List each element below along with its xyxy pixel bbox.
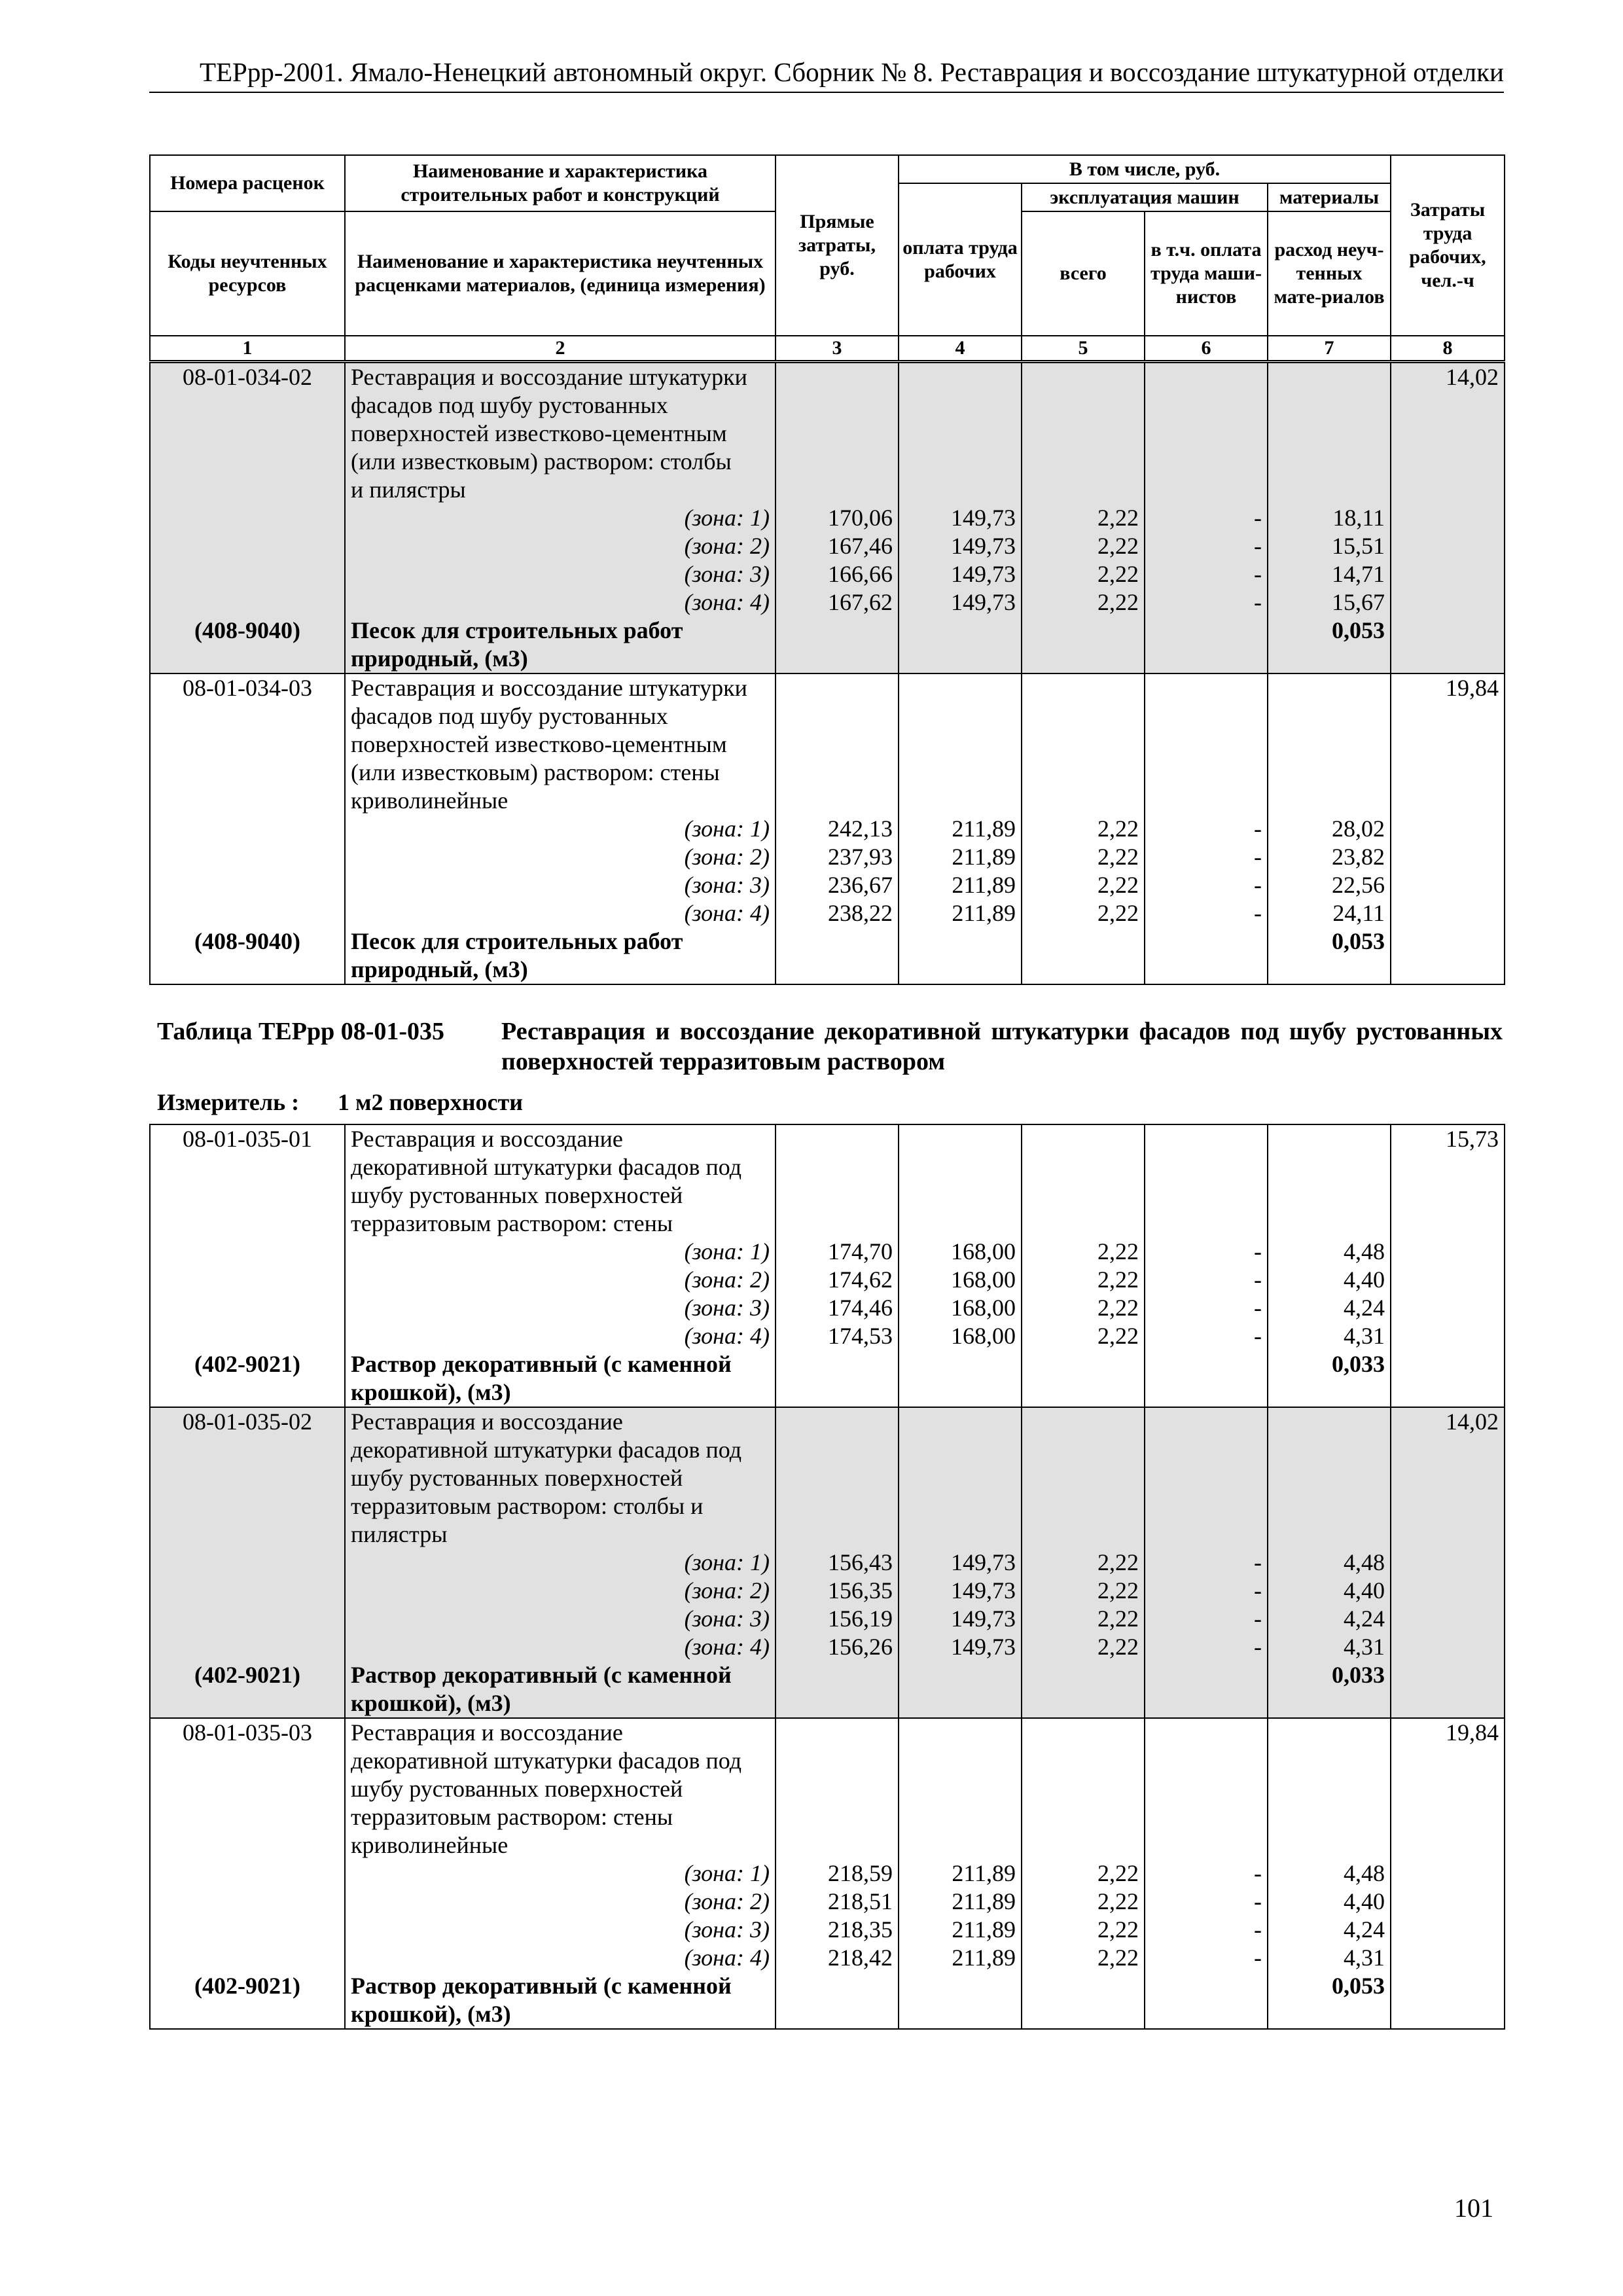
machines-cost: 2,22 <box>1022 1888 1145 1916</box>
resource-row <box>150 617 1505 645</box>
direct-cost: 218,59 <box>776 1859 899 1888</box>
wages-cost: 149,73 <box>899 1605 1022 1633</box>
column-number: 6 <box>1145 336 1268 361</box>
rates-table-034 <box>149 362 1505 985</box>
rate-description-line: и пилястры <box>345 476 776 504</box>
materials-cost: 4,48 <box>1268 1549 1391 1577</box>
zone-row <box>150 1633 1505 1661</box>
rate-row <box>150 1124 1505 1153</box>
direct-cost: 174,70 <box>776 1238 899 1266</box>
rate-description-line: криволинейные <box>345 1831 776 1859</box>
zone-row <box>150 1577 1505 1605</box>
rate-row <box>150 363 1505 391</box>
materials-cost: 28,02 <box>1268 815 1391 843</box>
resource-code: (408-9040) <box>150 927 345 956</box>
header-col1-top: Номера расценок <box>150 155 345 211</box>
zone-row <box>150 1294 1505 1322</box>
direct-cost: 236,67 <box>776 871 899 899</box>
zone-label: (зона: 2) <box>345 843 776 871</box>
machines-cost: 2,22 <box>1022 1859 1145 1888</box>
machines-cost: 2,22 <box>1022 1916 1145 1944</box>
rate-desc-row <box>150 476 1505 504</box>
rate-description-line: (или известковым) раствором: стены <box>345 759 776 787</box>
rate-code: 08-01-035-01 <box>150 1124 345 1153</box>
zone-label: (зона: 2) <box>345 1888 776 1916</box>
direct-cost: 174,46 <box>776 1294 899 1322</box>
direct-cost: 218,42 <box>776 1944 899 1972</box>
page-number: 101 <box>1454 2193 1493 2223</box>
machines-cost: 2,22 <box>1022 1322 1145 1350</box>
zone-label: (зона: 2) <box>345 1577 776 1605</box>
machinists-cost: - <box>1145 1238 1268 1266</box>
machinists-cost: - <box>1145 1888 1268 1916</box>
zone-label: (зона: 1) <box>345 504 776 532</box>
header-rule <box>149 92 1504 93</box>
resource-row <box>150 1689 1505 1718</box>
machines-cost: 2,22 <box>1022 588 1145 617</box>
wages-cost: 149,73 <box>899 588 1022 617</box>
wages-cost: 211,89 <box>899 1916 1022 1944</box>
header-col7: расход неуч-тенных мате-риалов <box>1268 211 1391 336</box>
resource-name-line: Раствор декоративный (с каменной <box>345 1972 776 2000</box>
rate-desc-row <box>150 420 1505 448</box>
direct-cost: 174,62 <box>776 1266 899 1294</box>
direct-cost: 242,13 <box>776 815 899 843</box>
materials-cost: 4,31 <box>1268 1633 1391 1661</box>
rate-row <box>150 1407 1505 1436</box>
materials-cost: 4,24 <box>1268 1605 1391 1633</box>
rate-description-line: криволинейные <box>345 787 776 815</box>
zone-row <box>150 1266 1505 1294</box>
machines-cost: 2,22 <box>1022 1294 1145 1322</box>
zone-row <box>150 1238 1505 1266</box>
rate-code: 08-01-034-02 <box>150 363 345 391</box>
wages-cost: 149,73 <box>899 1549 1022 1577</box>
rate-desc-row <box>150 1803 1505 1831</box>
machines-cost: 2,22 <box>1022 843 1145 871</box>
header-materials-label: материалы <box>1268 183 1391 211</box>
direct-cost: 156,26 <box>776 1633 899 1661</box>
rate-description-line: поверхностей известково-цементным <box>345 730 776 759</box>
zone-row <box>150 871 1505 899</box>
zone-row <box>150 815 1505 843</box>
rate-description-line: декоративной штукатурки фасадов под <box>345 1747 776 1775</box>
zone-label: (зона: 3) <box>345 871 776 899</box>
materials-cost: 24,11 <box>1268 899 1391 927</box>
direct-cost: 174,53 <box>776 1322 899 1350</box>
machinists-cost: - <box>1145 560 1268 588</box>
machines-cost: 2,22 <box>1022 871 1145 899</box>
direct-cost: 167,62 <box>776 588 899 617</box>
zone-row <box>150 1859 1505 1888</box>
labor-cost: 14,02 <box>1391 1407 1505 1436</box>
header-machines-label: эксплуатация машин <box>1022 183 1268 211</box>
zone-label: (зона: 2) <box>345 1266 776 1294</box>
zone-label: (зона: 4) <box>345 588 776 617</box>
header-col6: в т.ч. оплата труда маши-нистов <box>1145 211 1268 336</box>
header-col3: Прямые затраты, руб. <box>776 155 899 336</box>
wages-cost: 211,89 <box>899 1859 1022 1888</box>
wages-cost: 168,00 <box>899 1238 1022 1266</box>
machinists-cost: - <box>1145 1322 1268 1350</box>
rate-desc-row <box>150 1747 1505 1775</box>
column-number: 5 <box>1022 336 1145 361</box>
wages-cost: 211,89 <box>899 899 1022 927</box>
rate-description-line: Реставрация и воссоздание штукатурки <box>345 363 776 391</box>
table-caption-title: Реставрация и воссоздание декоративной штукатурки фасадов под шубу рустованных поверхностей терразитовым раствором <box>501 1018 1503 1075</box>
resource-row <box>150 956 1505 984</box>
wages-cost: 149,73 <box>899 560 1022 588</box>
zone-row <box>150 504 1505 532</box>
materials-cost: 4,31 <box>1268 1944 1391 1972</box>
machinists-cost: - <box>1145 1605 1268 1633</box>
zone-label: (зона: 1) <box>345 1238 776 1266</box>
machinists-cost: - <box>1145 1266 1268 1294</box>
wages-cost: 211,89 <box>899 815 1022 843</box>
header-col8: Затраты труда рабочих, чел.-ч <box>1391 155 1505 336</box>
machines-cost: 2,22 <box>1022 560 1145 588</box>
rate-description-line: Реставрация и воссоздание <box>345 1124 776 1153</box>
direct-cost: 156,19 <box>776 1605 899 1633</box>
wages-cost: 149,73 <box>899 532 1022 560</box>
column-number: 7 <box>1268 336 1391 361</box>
header-col2-bottom: Наименование и характеристика неучтенных расценками материалов, (единица измерения) <box>345 211 776 336</box>
rate-desc-row <box>150 1775 1505 1803</box>
header-group-label: В том числе, руб. <box>899 155 1391 183</box>
zone-label: (зона: 3) <box>345 1605 776 1633</box>
zone-label: (зона: 3) <box>345 560 776 588</box>
rate-description-line: шубу рустованных поверхностей <box>345 1775 776 1803</box>
materials-cost: 23,82 <box>1268 843 1391 871</box>
resource-code: (408-9040) <box>150 617 345 645</box>
labor-cost: 15,73 <box>1391 1124 1505 1153</box>
header-col1-bottom: Коды неучтенных ресурсов <box>150 211 345 336</box>
materials-cost: 15,67 <box>1268 588 1391 617</box>
direct-cost: 238,22 <box>776 899 899 927</box>
direct-cost: 156,43 <box>776 1549 899 1577</box>
rate-desc-row <box>150 1831 1505 1859</box>
rate-description-line: шубу рустованных поверхностей <box>345 1181 776 1210</box>
rate-description-line: терразитовым раствором: стены <box>345 1803 776 1831</box>
machinists-cost: - <box>1145 1944 1268 1972</box>
wages-cost: 149,73 <box>899 504 1022 532</box>
machines-cost: 2,22 <box>1022 532 1145 560</box>
rate-description-line: терразитовым раствором: стены <box>345 1210 776 1238</box>
wages-cost: 211,89 <box>899 871 1022 899</box>
rate-desc-row <box>150 1153 1505 1181</box>
rate-desc-row <box>150 1464 1505 1492</box>
column-number: 2 <box>345 336 776 361</box>
materials-cost: 4,40 <box>1268 1577 1391 1605</box>
zone-row <box>150 1944 1505 1972</box>
rate-desc-row <box>150 702 1505 730</box>
measure-value: 1 м2 поверхности <box>338 1089 523 1115</box>
materials-cost: 4,31 <box>1268 1322 1391 1350</box>
machines-cost: 2,22 <box>1022 1549 1145 1577</box>
column-number: 4 <box>899 336 1022 361</box>
machines-cost: 2,22 <box>1022 1577 1145 1605</box>
direct-cost: 156,35 <box>776 1577 899 1605</box>
machines-cost: 2,22 <box>1022 1238 1145 1266</box>
labor-cost: 14,02 <box>1391 363 1505 391</box>
rate-desc-row <box>150 787 1505 815</box>
zone-label: (зона: 1) <box>345 815 776 843</box>
rate-description-line: декоративной штукатурки фасадов под <box>345 1436 776 1464</box>
materials-cost: 4,24 <box>1268 1916 1391 1944</box>
wages-cost: 211,89 <box>899 1888 1022 1916</box>
rate-description-line: фасадов под шубу рустованных <box>345 391 776 420</box>
zone-row <box>150 1549 1505 1577</box>
materials-cost: 14,71 <box>1268 560 1391 588</box>
zone-label: (зона: 1) <box>345 1549 776 1577</box>
machinists-cost: - <box>1145 1549 1268 1577</box>
resource-code: (402-9021) <box>150 1972 345 2000</box>
materials-cost: 4,40 <box>1268 1266 1391 1294</box>
resource-row <box>150 1350 1505 1378</box>
materials-cost: 4,48 <box>1268 1859 1391 1888</box>
rate-desc-row <box>150 1181 1505 1210</box>
rate-desc-row <box>150 1210 1505 1238</box>
resource-code: (402-9021) <box>150 1350 345 1378</box>
machinists-cost: - <box>1145 843 1268 871</box>
materials-cost: 15,51 <box>1268 532 1391 560</box>
resource-name-line: крошкой), (м3) <box>345 1689 776 1718</box>
resource-code: (402-9021) <box>150 1661 345 1689</box>
rate-desc-row <box>150 730 1505 759</box>
resource-amount: 0,033 <box>1268 1661 1391 1689</box>
rate-desc-row <box>150 1436 1505 1464</box>
resource-row <box>150 1972 1505 2000</box>
column-number: 8 <box>1391 336 1505 361</box>
zone-row <box>150 1605 1505 1633</box>
rate-description-line: пилястры <box>345 1520 776 1549</box>
direct-cost: 170,06 <box>776 504 899 532</box>
resource-name-line: Раствор декоративный (с каменной <box>345 1661 776 1689</box>
zone-label: (зона: 3) <box>345 1294 776 1322</box>
labor-cost: 19,84 <box>1391 673 1505 702</box>
rate-description-line: Реставрация и воссоздание <box>345 1718 776 1747</box>
column-number: 1 <box>150 336 345 361</box>
direct-cost: 218,51 <box>776 1888 899 1916</box>
rate-description-line: терразитовым раствором: столбы и <box>345 1492 776 1520</box>
zone-label: (зона: 1) <box>345 1859 776 1888</box>
zone-row <box>150 532 1505 560</box>
resource-row <box>150 927 1505 956</box>
resource-name-line: Раствор декоративный (с каменной <box>345 1350 776 1378</box>
header-col2-top: Наименование и характеристика строительных работ и конструкций <box>345 155 776 211</box>
resource-amount: 0,053 <box>1268 1972 1391 2000</box>
resource-amount: 0,053 <box>1268 927 1391 956</box>
zone-label: (зона: 2) <box>345 532 776 560</box>
zone-label: (зона: 4) <box>345 1322 776 1350</box>
resource-name-line: крошкой), (м3) <box>345 1378 776 1407</box>
rate-description-line: шубу рустованных поверхностей <box>345 1464 776 1492</box>
wages-cost: 211,89 <box>899 843 1022 871</box>
zone-row <box>150 1322 1505 1350</box>
rate-description-line: Реставрация и воссоздание штукатурки <box>345 673 776 702</box>
resource-name-line: крошкой), (м3) <box>345 2000 776 2029</box>
running-header: ТЕРрр-2001. Ямало-Ненецкий автономный округ. Сборник № 8. Реставрация и воссоздание штукатурной отделки <box>199 57 1504 87</box>
rate-description-line: Реставрация и воссоздание <box>345 1407 776 1436</box>
zone-row <box>150 560 1505 588</box>
machines-cost: 2,22 <box>1022 1944 1145 1972</box>
rate-desc-row <box>150 391 1505 420</box>
resource-row <box>150 1378 1505 1407</box>
materials-cost: 4,48 <box>1268 1238 1391 1266</box>
rate-row <box>150 1718 1505 1747</box>
zone-row <box>150 588 1505 617</box>
machinists-cost: - <box>1145 1294 1268 1322</box>
machinists-cost: - <box>1145 532 1268 560</box>
zone-label: (зона: 3) <box>345 1916 776 1944</box>
machines-cost: 2,22 <box>1022 899 1145 927</box>
resource-name-line: природный, (м3) <box>345 956 776 984</box>
machinists-cost: - <box>1145 1577 1268 1605</box>
rate-description-line: поверхностей известково-цементным <box>345 420 776 448</box>
wages-cost: 168,00 <box>899 1322 1022 1350</box>
machines-cost: 2,22 <box>1022 815 1145 843</box>
rate-desc-row <box>150 1492 1505 1520</box>
machinists-cost: - <box>1145 1859 1268 1888</box>
table-header <box>149 154 1505 361</box>
column-number: 3 <box>776 336 899 361</box>
materials-cost: 4,24 <box>1268 1294 1391 1322</box>
rate-code: 08-01-035-02 <box>150 1407 345 1436</box>
machinists-cost: - <box>1145 1633 1268 1661</box>
rate-description-line: (или известковым) раствором: столбы <box>345 448 776 476</box>
rate-description-line: фасадов под шубу рустованных <box>345 702 776 730</box>
machines-cost: 2,22 <box>1022 1633 1145 1661</box>
materials-cost: 4,40 <box>1268 1888 1391 1916</box>
rate-code: 08-01-035-03 <box>150 1718 345 1747</box>
machinists-cost: - <box>1145 871 1268 899</box>
resource-amount: 0,033 <box>1268 1350 1391 1378</box>
rate-desc-row <box>150 1520 1505 1549</box>
direct-cost: 218,35 <box>776 1916 899 1944</box>
labor-cost: 19,84 <box>1391 1718 1505 1747</box>
resource-row <box>150 645 1505 673</box>
machinists-cost: - <box>1145 815 1268 843</box>
measure-label: Измеритель : <box>157 1089 300 1115</box>
header-col5: всего <box>1022 211 1145 336</box>
zone-label: (зона: 4) <box>345 899 776 927</box>
direct-cost: 167,46 <box>776 532 899 560</box>
rates-table-035 <box>149 1124 1505 2030</box>
machinists-cost: - <box>1145 1916 1268 1944</box>
machinists-cost: - <box>1145 899 1268 927</box>
zone-row <box>150 899 1505 927</box>
wages-cost: 149,73 <box>899 1577 1022 1605</box>
zone-row <box>150 1916 1505 1944</box>
table-caption-label: Таблица ТЕРрр 08-01-035 <box>157 1018 445 1045</box>
wages-cost: 149,73 <box>899 1633 1022 1661</box>
zone-row <box>150 843 1505 871</box>
rate-code: 08-01-034-03 <box>150 673 345 702</box>
wages-cost: 168,00 <box>899 1294 1022 1322</box>
resource-row <box>150 2000 1505 2029</box>
rate-description-line: декоративной штукатурки фасадов под <box>345 1153 776 1181</box>
resource-name-line: Песок для строительных работ <box>345 617 776 645</box>
materials-cost: 22,56 <box>1268 871 1391 899</box>
materials-cost: 18,11 <box>1268 504 1391 532</box>
resource-row <box>150 1661 1505 1689</box>
resource-name-line: Песок для строительных работ <box>345 927 776 956</box>
wages-cost: 168,00 <box>899 1266 1022 1294</box>
rate-desc-row <box>150 759 1505 787</box>
machinists-cost: - <box>1145 588 1268 617</box>
machines-cost: 2,22 <box>1022 1266 1145 1294</box>
header-col4: оплата труда рабочих <box>899 183 1022 336</box>
resource-name-line: природный, (м3) <box>345 645 776 673</box>
zone-label: (зона: 4) <box>345 1633 776 1661</box>
machinists-cost: - <box>1145 504 1268 532</box>
rate-desc-row <box>150 448 1505 476</box>
wages-cost: 211,89 <box>899 1944 1022 1972</box>
rate-row <box>150 673 1505 702</box>
machines-cost: 2,22 <box>1022 1605 1145 1633</box>
machines-cost: 2,22 <box>1022 504 1145 532</box>
direct-cost: 237,93 <box>776 843 899 871</box>
direct-cost: 166,66 <box>776 560 899 588</box>
resource-amount: 0,053 <box>1268 617 1391 645</box>
zone-label: (зона: 4) <box>345 1944 776 1972</box>
zone-row <box>150 1888 1505 1916</box>
